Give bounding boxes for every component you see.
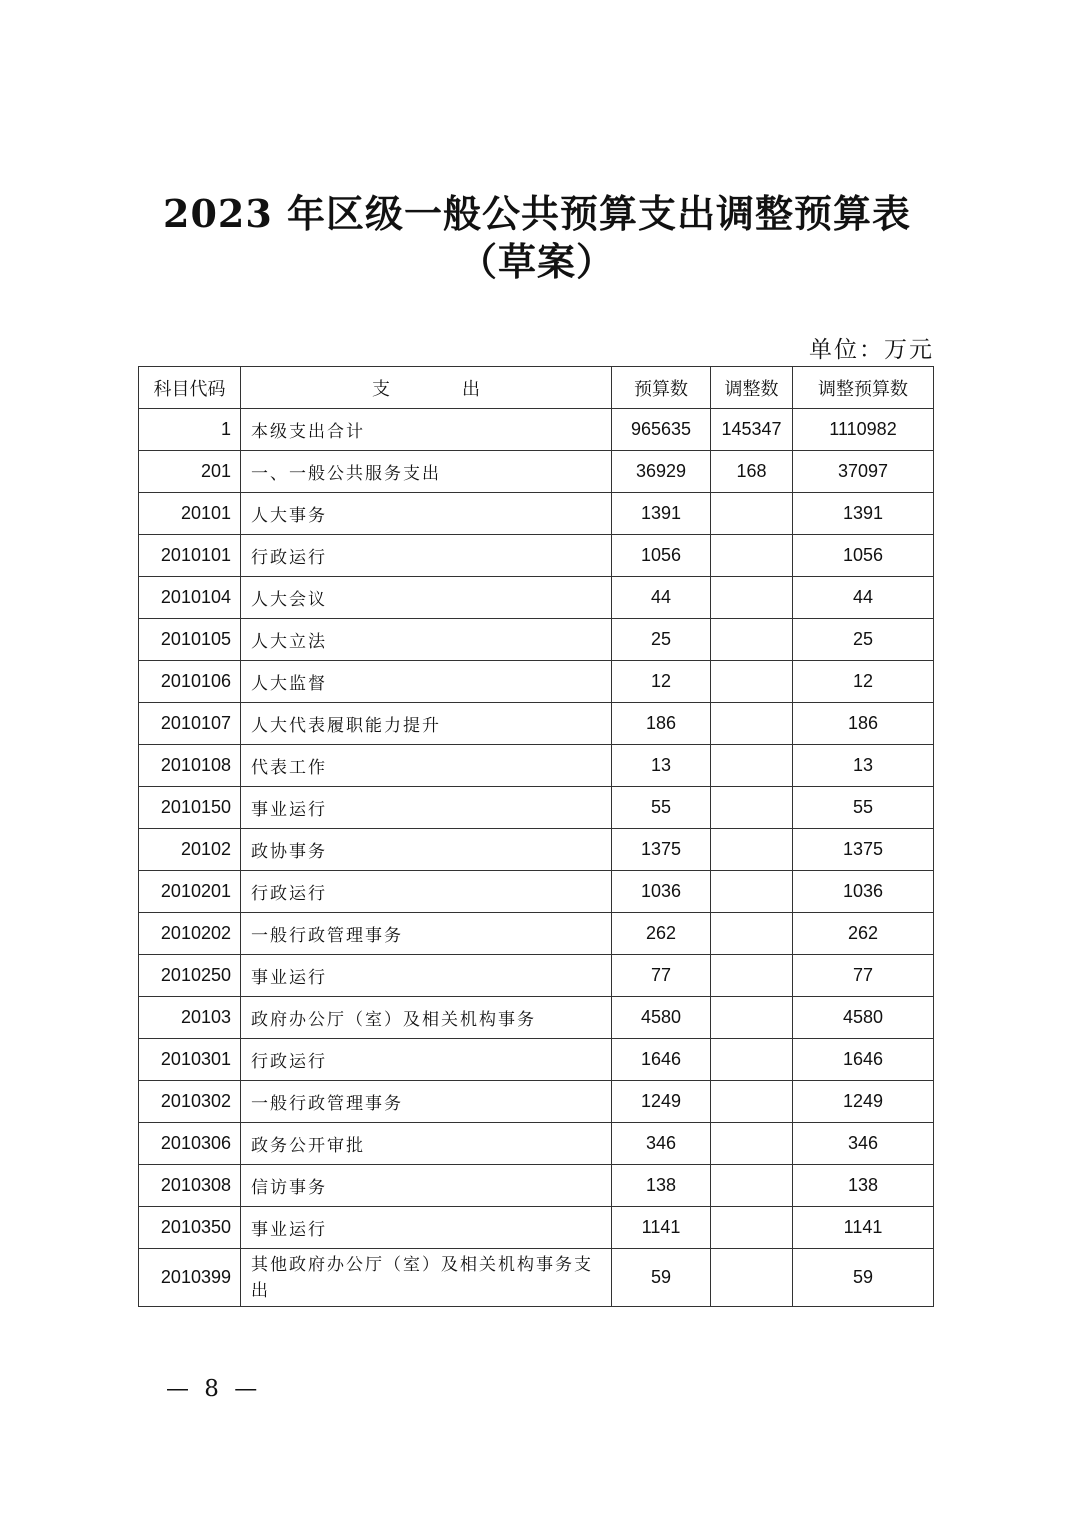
cell-adjusted-budget: 1375 bbox=[793, 829, 934, 871]
cell-code: 201 bbox=[139, 451, 241, 493]
cell-code: 2010201 bbox=[139, 871, 241, 913]
cell-adjustment bbox=[711, 1081, 793, 1123]
table-row bbox=[139, 1165, 934, 1207]
cell-budget: 1375 bbox=[612, 829, 711, 871]
unit-label: 单位：万元 bbox=[809, 337, 934, 363]
cell-code: 2010105 bbox=[139, 619, 241, 661]
cell-adjustment bbox=[711, 661, 793, 703]
table-row bbox=[139, 577, 934, 619]
cell-expenditure-name: 人大会议 bbox=[241, 577, 612, 619]
cell-expenditure-name: 政务公开审批 bbox=[241, 1123, 612, 1165]
table-row bbox=[139, 1081, 934, 1123]
cell-expenditure-name: 人大事务 bbox=[241, 493, 612, 535]
cell-adjustment bbox=[711, 745, 793, 787]
cell-budget: 59 bbox=[612, 1249, 711, 1307]
header-budget: 预算数 bbox=[612, 367, 711, 409]
cell-code: 2010106 bbox=[139, 661, 241, 703]
cell-adjustment bbox=[711, 787, 793, 829]
table-body bbox=[139, 409, 934, 1307]
cell-adjustment bbox=[711, 829, 793, 871]
cell-budget: 36929 bbox=[612, 451, 711, 493]
cell-expenditure-name: 事业运行 bbox=[241, 1207, 612, 1249]
cell-adjusted-budget: 59 bbox=[793, 1249, 934, 1307]
cell-expenditure-name: 行政运行 bbox=[241, 871, 612, 913]
cell-budget: 55 bbox=[612, 787, 711, 829]
cell-budget: 346 bbox=[612, 1123, 711, 1165]
cell-adjusted-budget: 1141 bbox=[793, 1207, 934, 1249]
table-row bbox=[139, 535, 934, 577]
cell-code: 2010202 bbox=[139, 913, 241, 955]
table-row bbox=[139, 871, 934, 913]
cell-code: 2010107 bbox=[139, 703, 241, 745]
cell-adjustment bbox=[711, 1039, 793, 1081]
cell-expenditure-name: 行政运行 bbox=[241, 535, 612, 577]
cell-budget: 77 bbox=[612, 955, 711, 997]
cell-adjusted-budget: 1036 bbox=[793, 871, 934, 913]
cell-expenditure-name: 行政运行 bbox=[241, 1039, 612, 1081]
cell-budget: 138 bbox=[612, 1165, 711, 1207]
cell-code: 20102 bbox=[139, 829, 241, 871]
cell-adjustment bbox=[711, 1123, 793, 1165]
table-row bbox=[139, 451, 934, 493]
cell-adjustment bbox=[711, 703, 793, 745]
cell-adjusted-budget: 44 bbox=[793, 577, 934, 619]
cell-adjusted-budget: 25 bbox=[793, 619, 934, 661]
cell-expenditure-name: 事业运行 bbox=[241, 955, 612, 997]
title-line-1: 2023 年区级一般公共预算支出调整预算表 bbox=[163, 191, 911, 236]
cell-adjusted-budget: 55 bbox=[793, 787, 934, 829]
cell-adjustment bbox=[711, 577, 793, 619]
cell-adjusted-budget: 1249 bbox=[793, 1081, 934, 1123]
cell-adjustment bbox=[711, 913, 793, 955]
cell-adjustment bbox=[711, 493, 793, 535]
cell-adjustment: 145347 bbox=[711, 409, 793, 451]
cell-expenditure-name: 政府办公厅（室）及相关机构事务 bbox=[241, 997, 612, 1039]
cell-code: 2010250 bbox=[139, 955, 241, 997]
cell-adjusted-budget: 13 bbox=[793, 745, 934, 787]
cell-budget: 1249 bbox=[612, 1081, 711, 1123]
cell-adjustment bbox=[711, 1207, 793, 1249]
cell-code: 2010150 bbox=[139, 787, 241, 829]
header-adjustment: 调整数 bbox=[711, 367, 793, 409]
cell-expenditure-name: 人大立法 bbox=[241, 619, 612, 661]
cell-adjustment bbox=[711, 1249, 793, 1307]
cell-adjusted-budget: 346 bbox=[793, 1123, 934, 1165]
cell-adjusted-budget: 77 bbox=[793, 955, 934, 997]
cell-budget: 262 bbox=[612, 913, 711, 955]
table-row bbox=[139, 955, 934, 997]
cell-adjusted-budget: 186 bbox=[793, 703, 934, 745]
cell-expenditure-name: 人大监督 bbox=[241, 661, 612, 703]
cell-code: 2010302 bbox=[139, 1081, 241, 1123]
cell-budget: 1391 bbox=[612, 493, 711, 535]
cell-adjusted-budget: 12 bbox=[793, 661, 934, 703]
cell-code: 2010108 bbox=[139, 745, 241, 787]
table-row bbox=[139, 787, 934, 829]
table-row bbox=[139, 1207, 934, 1249]
cell-budget: 12 bbox=[612, 661, 711, 703]
table-row bbox=[139, 1123, 934, 1165]
table-row bbox=[139, 661, 934, 703]
cell-expenditure-name: 信访事务 bbox=[241, 1165, 612, 1207]
cell-expenditure-name: 本级支出合计 bbox=[241, 409, 612, 451]
cell-budget: 186 bbox=[612, 703, 711, 745]
cell-adjusted-budget: 138 bbox=[793, 1165, 934, 1207]
cell-adjusted-budget: 37097 bbox=[793, 451, 934, 493]
cell-adjustment bbox=[711, 1165, 793, 1207]
cell-adjustment bbox=[711, 997, 793, 1039]
cell-code: 2010306 bbox=[139, 1123, 241, 1165]
cell-adjusted-budget: 1110982 bbox=[793, 409, 934, 451]
table-row bbox=[139, 409, 934, 451]
cell-code: 2010350 bbox=[139, 1207, 241, 1249]
cell-code: 2010399 bbox=[139, 1249, 241, 1307]
cell-code: 1 bbox=[139, 409, 241, 451]
cell-adjustment: 168 bbox=[711, 451, 793, 493]
cell-budget: 44 bbox=[612, 577, 711, 619]
cell-adjustment bbox=[711, 955, 793, 997]
cell-budget: 1056 bbox=[612, 535, 711, 577]
cell-expenditure-name: 人大代表履职能力提升 bbox=[241, 703, 612, 745]
cell-expenditure-name: 事业运行 bbox=[241, 787, 612, 829]
cell-budget: 25 bbox=[612, 619, 711, 661]
table-row bbox=[139, 997, 934, 1039]
cell-budget: 1036 bbox=[612, 871, 711, 913]
cell-budget: 13 bbox=[612, 745, 711, 787]
cell-expenditure-name: 一般行政管理事务 bbox=[241, 1081, 612, 1123]
table-header-row bbox=[139, 367, 934, 409]
title-line-2: （草案） bbox=[458, 239, 615, 284]
cell-expenditure-name: 代表工作 bbox=[241, 745, 612, 787]
table-row bbox=[139, 829, 934, 871]
cell-adjusted-budget: 1646 bbox=[793, 1039, 934, 1081]
header-adjusted-budget: 调整预算数 bbox=[793, 367, 934, 409]
budget-table bbox=[138, 366, 934, 1307]
cell-adjusted-budget: 4580 bbox=[793, 997, 934, 1039]
cell-code: 20103 bbox=[139, 997, 241, 1039]
cell-budget: 1646 bbox=[612, 1039, 711, 1081]
cell-code: 20101 bbox=[139, 493, 241, 535]
header-expenditure: 支 出 bbox=[241, 367, 612, 409]
cell-expenditure-name: 政协事务 bbox=[241, 829, 612, 871]
table-row bbox=[139, 703, 934, 745]
table-row bbox=[139, 1039, 934, 1081]
table-row bbox=[139, 493, 934, 535]
cell-adjusted-budget: 262 bbox=[793, 913, 934, 955]
table-row bbox=[139, 745, 934, 787]
cell-budget: 4580 bbox=[612, 997, 711, 1039]
cell-budget: 1141 bbox=[612, 1207, 711, 1249]
document-title bbox=[0, 190, 1074, 286]
table-row bbox=[139, 1249, 934, 1307]
cell-code: 2010301 bbox=[139, 1039, 241, 1081]
cell-budget: 965635 bbox=[612, 409, 711, 451]
table-row bbox=[139, 913, 934, 955]
cell-adjustment bbox=[711, 535, 793, 577]
table-row bbox=[139, 619, 934, 661]
cell-expenditure-name: 其他政府办公厅（室）及相关机构事务支出 bbox=[241, 1249, 612, 1307]
cell-adjusted-budget: 1391 bbox=[793, 493, 934, 535]
cell-adjusted-budget: 1056 bbox=[793, 535, 934, 577]
cell-adjustment bbox=[711, 619, 793, 661]
page-number: — 8 — bbox=[166, 1376, 262, 1402]
header-code: 科目代码 bbox=[139, 367, 241, 409]
cell-code: 2010101 bbox=[139, 535, 241, 577]
cell-code: 2010104 bbox=[139, 577, 241, 619]
cell-expenditure-name: 一般行政管理事务 bbox=[241, 913, 612, 955]
cell-code: 2010308 bbox=[139, 1165, 241, 1207]
cell-adjustment bbox=[711, 871, 793, 913]
cell-expenditure-name: 一、一般公共服务支出 bbox=[241, 451, 612, 493]
